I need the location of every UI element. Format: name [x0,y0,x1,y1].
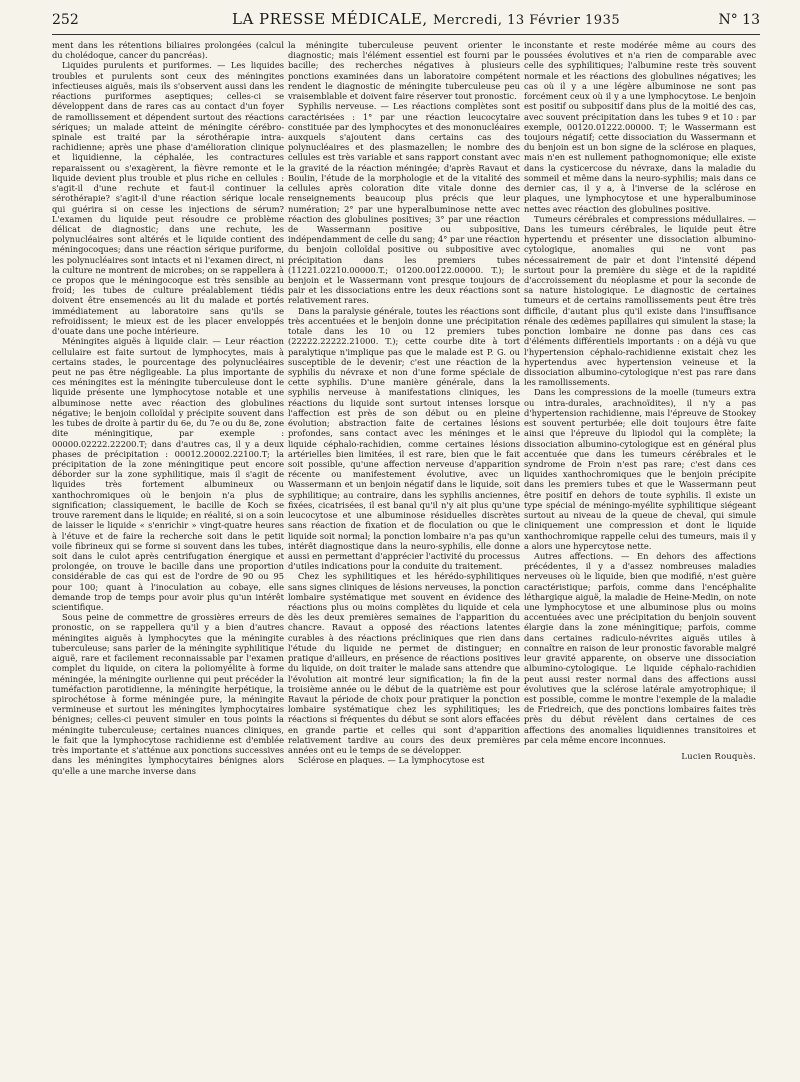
author-signature: Lucien Rouquès. [681,751,756,762]
paragraph: Liquides purulents et puriformes. — Les liquides troubles et purulents sont ceux des méningites infectieuses aiguës, mais ils s'observent aussi dans les réactions puriformes aseptiques; celles-ci se développent dans de rares cas au contact d'un foyer de ramollissement et dépendent surtout des réactions sériques; un malade atteint de méningite cérébro-spinale est traité par la sérothérapie intra-rachidienne; après une phase d'amélioration clinique et liquidienne, la céphalée, les contractures reparaissent ou s'exagèrent, la fièvre remonte et le liquide devient plus trouble et plus riche en cellules : s'agit-il d'une rechute et faut-il continuer la sérothérapie? s'agit-il d'une réaction sérique locale qui guérira si on cesse les injections de sérum? L'examen du liquide peut résoudre ce problème délicat de diagnostic; dans une rechute, les polynucléaires sont altérés et le liquide contient des méningocoques; dans une réaction sérique puriforme, les polynucléaires sont intacts et ni l'examen direct, ni la culture ne montrent de microbes; on se rappellera à ce propos que le méningocoque est très sensible au froid; les tubes de culture préalablement tiédis doivent être ensemencés au lit du malade et portés immédiatement au laboratoire sans qu'ils se refroidissent; le mieux est de les placer enveloppés d'ouate dans une poche intérieure. [52,60,284,337]
paragraph: inconstante et reste modérée même au cours des poussées évolutives et n'a rien de comparable avec celle des syphilitiques; l'albumine reste très souvent normale et les réactions des globulines négatives; les cas où il y a une légère albuminose ne sont pas forcément ceux où il y a une lymphocytose. Le benjoin est positif ou subpositif dans plus de la moitié des cas, avec souvent précipitation dans les tubes 9 et 10 : par exemple, 00120.01222.00000. T; le Wassermann est toujours négatif; cette dissociation du Wassermann et du benjoin est un bon signe de la sclérose en plaques, mais n'en est nullement pathognomonique; elle existe dans la cysticercose du névraxe, dans la maladie du sommeil et même dans la neuro-syphilis; mais dans ce dernier cas, il y a, à l'inverse de la sclérose en plaques, une lymphocytose et une hyperalbuminose nettes avec réaction des globulines positive. [524,40,756,214]
page-header [0,8,800,34]
paragraph: Syphilis nerveuse. — Les réactions complètes sont caractérisées : 1° par une réaction leucocytaire constituée par des lymphocytes et des mononucléaires auxquels s'ajoutent dans certains cas des polynucléaires et des plasmazellen; le nombre des cellules est très variable et sans rapport constant avec la gravité de la réaction méningée; d'après Ravaut et Boulin, l'étude de la morphologie et de la vitalité des cellules après coloration dite vitale donne des renseignements beaucoup plus précis que leur numération; 2° par une hyperalbuminose nette avec réaction des globulines positives; 3° par une réaction de Wassermann positive ou subpositive, indépendamment de celle du sang; 4° par une réaction du benjoin colloïdal positive ou subpositive avec précipitation dans les premiers tubes (11221.02210.00000.T.; 01200.00122.00000. T.); le benjoin et le Wassermann vont presque toujours de pair et les dissociations entre les deux réactions sont relativement rares. [288,101,520,306]
paragraph: Autres affections. — En dehors des affections précédentes, il y a d'assez nombreuses maladies nerveuses où le liquide, bien que modifié, n'est guère caractéristique; parfois, comme dans l'encéphalite léthargique aiguë, la maladie de Heine-Medin, on note une lymphocytose et une albuminose plus ou moins accentuées avec une précipitation du benjoin souvent élargie dans la zone méningitique; parfois, comme dans certaines radiculo-névrites aiguës utiles à connaître en raison de leur pronostic favorable malgré leur gravité apparente, on observe une dissociation albumino-cytologique. Le liquide céphalo-rachidien peut aussi rester normal dans des affections aussi évolutives que la sclérose latérale amyotrophique; il est possible, comme le montre l'exemple de la maladie de Friedreich, que des ponctions lombaires faites très près du début révèlent dans certaines de ces affections des anomalies liquidiennes transitoires et par cela même encore inconnues. [524,550,756,745]
column-2 [288,40,520,1070]
header-rule [52,34,760,35]
paragraph: Dans les compressions de la moelle (tumeurs extra ou intra-durales, arachnoïdites), il n'y a pas d'hypertension rachidienne, mais l'épreuve de Stookey est souvent perturbée; elle doit toujours être faite ainsi que l'épreuve du lipiodol qui la complète; la dissociation albumino-cytologique est en général plus accentuée que dans les tumeurs cérébrales et le syndrome de Froin n'est pas rare; c'est dans ces liquides xanthochromiques que le benjoin précipite dans les premiers tubes et que le Wassermann peut être positif en dehors de toute syphilis. Il existe un type spécial de méningo-myélite syphilitique siégeant surtout au niveau de la queue de cheval, qui simule cliniquement une compression et dont le liquide xanthochromique rappelle celui des tumeurs, mais il y a alors une hypercytose nette. [524,387,756,551]
issue-date: Mercredi, 13 Février 1935 [432,13,621,28]
paragraph: Sclérose en plaques. — La lymphocytose est [298,755,485,766]
paragraph: Chez les syphilitiques et les hérédo-syphilitiques sans signes cliniques de lésions nerveuses, la ponction lombaire systématique met souvent en évidence des réactions plus ou moins complètes du liquide et cela dès les deux premières semaines de l'apparition du chancre. Ravaut a opposé des réactions latentes curables à des réactions précliniques que rien dans l'étude du liquide ne permet de distinguer; en pratique d'ailleurs, en présence de réactions positives du liquide, on doit traiter le malade sans attendre que l'évolution ait montré leur signification; la fin de la troisième année ou le début de la quatrième est pour Ravaut la période de choix pour pratiquer la ponction lombaire systématique chez les syphilitiques; les réactions si fréquentes du début se sont alors effacées en grande partie et celles qui sont d'apparition relativement tardive au cours des deux premières années ont eu le temps de se développer. [288,571,520,756]
paragraph: la méningite tuberculeuse peuvent orienter le diagnostic; mais l'élément essentiel est fourni par le bacille; des recherches négatives à plusieurs ponctions examinées dans un laboratoire compétent rendent le diagnostic de méningite tuberculeuse peu vraisemblable et doivent faire réserver tout pronostic. [288,40,520,102]
journal-name: LA PRESSE MÉDICALE, [232,10,428,28]
paragraph: Sous peine de commettre de grossières erreurs de pronostic, on se rappellera qu'il y a bien d'autres méningites aiguës à lymphocytes que la méningite tuberculeuse; sans parler de la méningite syphilitique aiguë, rare et facilement reconnaissable par l'examen complet du liquide, on citera la poliomyélite à forme méningée, la méningite ourlienne qui peut précéder la tuméfaction parotidienne, la méningite herpétique, la spirochétose à forme méningée pure, la méningite vermineuse et surtout les méningites lymphocytaires bénignes; celles-ci peuvent simuler en tous points la méningite tuberculeuse; certaines nuances cliniques, le fait que la lymphocytose rachidienne est d'emblée très importante et s'atténue aux ponctions successives dans les méningites lymphocytaires bénignes alors qu'elle a une marche inverse dans [52,612,284,776]
paragraph: Dans la paralysie générale, toutes les réactions sont très accentuées et le benjoin donne une précipitation totale dans les 10 ou 12 premiers tubes (22222.22222.21000. T.); cette courbe dite à tort paralytique n'implique pas que le malade est P. G. ou susceptible de le devenir; c'est une réaction de la syphilis du névraxe et non d'une forme spéciale de cette syphilis. D'une manière générale, dans la syphilis nerveuse à manifestations cliniques, les réactions du liquide sont surtout intenses lorsque l'affection est près de son début ou en pleine évolution; abstraction faite de certaines lésions profondes, sans contact avec les méninges et le liquide céphalo-rachidien, comme certaines lésions artérielles bien limitées, il est rare, bien que le fait soit possible, qu'une affection nerveuse d'apparition récente ou manifestement évolutive, avec un Wassermann et un benjoin négatif dans le liquide, soit syphilitique; au contraire, dans les syphilis anciennes, fixées, cicatrisées, il est banal qu'il n'y ait plus qu'une leucocytose et une albuminose résiduelles discrètes sans réaction de fixation et de floculation ou que le liquide soit normal; la ponction lombaire n'a pas qu'un intérêt diagnostique dans la neuro-syphilis, elle donne aussi en permettant d'apprécier l'activité du processus d'utiles indications pour la conduite du traitement. [288,305,520,572]
journal-title [232,10,620,28]
column-1 [52,40,284,1070]
page-number: 252 [52,12,79,28]
paragraph: Méningites aiguës à liquide clair. — Leur réaction cellulaire est faite surtout de lymphocytes, mais à certains stades, le pourcentage des polynucléaires peut ne pas être négligeable. La plus importante de ces méningites est la méningite tuberculeuse dont le liquide présente une lymphocytose notable et une albuminose nette avec réaction des globulines négative; le benjoin colloïdal y précipite souvent dans les tubes de droite à partir du 6e, du 7e ou du 8e, zone dite méningitique, par exemple : 00000.02222.22200.T; dans d'autres cas, il y a deux phases de précipitation : 00012.20002.22100.T; la précipitation de la zone méningitique peut encore déborder sur la zone syphilitique, mais il s'agit de liquides très fortement albumineux ou xanthochromiques où le benjoin n'a plus de signification; classiquement, le bacille de Koch se trouve rarement dans le liquide; en réalité, si on a soin de laisser le liquide « s'enrichir » vingt-quatre heures à l'étuve et de faire la recherche soit dans le petit voile fibrineux qui se forme si souvent dans les tubes, soit dans le culot après centrifugation énergique et prolongée, on trouve le bacille dans une proportion considérable de cas qui est de l'ordre de 90 ou 95 pour 100; quant à l'inoculation au cobaye, elle demande trop de temps pour avoir plus qu'un intérêt scientifique. [52,336,284,613]
paragraph: ment dans les rétentions biliaires prolongées (calcul du cholédoque, cancer du pancréas). [52,40,284,61]
column-3 [524,40,756,1070]
paragraph: Tumeurs cérébrales et compressions médullaires. — Dans les tumeurs cérébrales, le liquide peut être hypertendu et présenter une dissociation albumino-cytologique, anomalies qui ne vont pas nécessairement de pair et dont l'intensité dépend surtout pour la première du siège et de la rapidité d'accroissement du néoplasme et pour la seconde de sa nature histologique. Le diagnostic de certaines tumeurs et de certains ramollissements peut être très difficile, d'autant plus qu'il existe dans l'insuffisance rénale des œdèmes papillaires qui simulent la stase; la ponction lombaire ne donne pas dans ces cas d'éléments différentiels importants : on a déjà vu que l'hypertension céphalo-rachidienne existait chez les hypertendus avec hypertension veineuse et la dissociation albumino-cytologique n'est pas rare dans les ramollissements. [524,213,756,388]
issue-number: N° 13 [718,12,760,28]
